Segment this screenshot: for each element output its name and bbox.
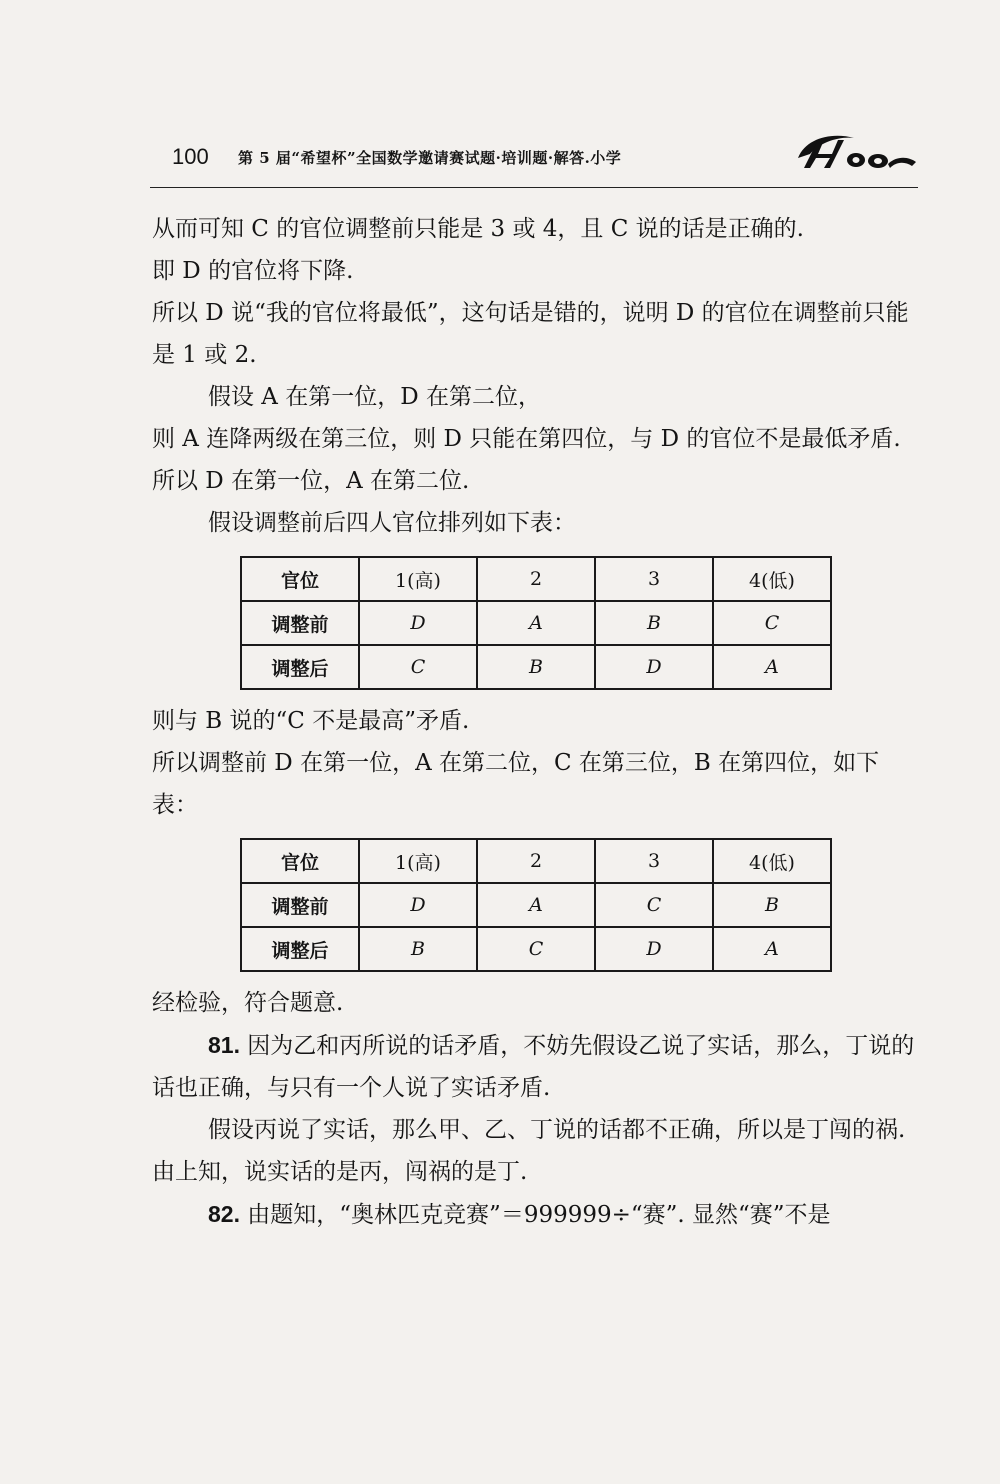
table-cell: C (477, 927, 595, 971)
table-cell: 2 (477, 839, 595, 883)
table-row (241, 883, 831, 927)
table-cell: 1(高) (359, 839, 477, 883)
problem-number: 82. (208, 1201, 240, 1227)
rank-table-1 (240, 556, 832, 690)
page-number: 100 (172, 144, 209, 169)
table-header-row (241, 839, 831, 883)
hope-logo (792, 128, 920, 174)
table-cell: C (359, 645, 477, 689)
paragraph: 假设丙说了实话，那么甲、乙、丁说的话都不正确，所以是丁闯的祸. (208, 1117, 906, 1143)
table-cell: C (595, 883, 713, 927)
problem-81 (152, 1024, 920, 1109)
table-cell: A (477, 601, 595, 645)
table-cell: D (595, 927, 713, 971)
table-cell: B (359, 927, 477, 971)
table-cell: B (713, 883, 831, 927)
paragraph: 则 A 连降两级在第三位，则 D 只能在第四位，与 D 的官位不是最低矛盾. (152, 426, 901, 452)
table-cell: 调整前 (241, 601, 359, 645)
logo-text: Hope (792, 128, 795, 129)
paragraph: 因为乙和丙所说的话矛盾，不妨先假设乙说了实话，那么，丁说的话也正确，与只有一个人说了实话矛盾. (152, 1033, 915, 1101)
table-cell: A (713, 927, 831, 971)
table-cell: D (359, 883, 477, 927)
paragraph: 所以调整前 D 在第一位，A 在第二位，C 在第三位，B 在第四位，如下表： (152, 750, 880, 818)
paragraph: 由题知，“奥林匹克竞赛”＝999999÷“赛”. 显然“赛”不是 (247, 1202, 831, 1228)
paragraph: 所以 D 在第一位，A 在第二位. (152, 468, 470, 494)
paragraph: 假设调整前后四人官位排列如下表： (208, 510, 576, 536)
table-cell: 1(高) (359, 557, 477, 601)
paragraph: 即 D 的官位将下降. (152, 258, 354, 284)
table-cell: 调整前 (241, 883, 359, 927)
table-cell: 3 (595, 839, 713, 883)
page-header (150, 128, 920, 188)
table-cell: B (595, 601, 713, 645)
problem-number: 81. (208, 1032, 240, 1058)
main-content (152, 208, 920, 1236)
table-cell: 3 (595, 557, 713, 601)
paragraph: 所以 D 说“我的官位将最低”，这句话是错的，说明 D 的官位在调整前只能是 1 或 2. (152, 300, 909, 368)
table-cell: 4(低) (713, 839, 831, 883)
table-cell: B (477, 645, 595, 689)
problem-82 (152, 1193, 920, 1236)
table-cell: D (595, 645, 713, 689)
table-cell: 2 (477, 557, 595, 601)
paragraph: 经检验，符合题意. (152, 990, 344, 1016)
table-cell: 官位 (241, 839, 359, 883)
table-row (241, 645, 831, 689)
table-cell: A (477, 883, 595, 927)
table-row (241, 601, 831, 645)
header-rule (150, 187, 918, 188)
table-cell: 4(低) (713, 557, 831, 601)
running-title: 第 5 届“希望杯”全国数学邀请赛试题·培训题·解答.小学 (238, 149, 622, 167)
paragraph: 从而可知 C 的官位调整前只能是 3 或 4，且 C 说的话是正确的. (152, 216, 804, 242)
rank-table-2 (240, 838, 832, 972)
table-cell: C (713, 601, 831, 645)
paragraph: 由上知，说实话的是丙，闯祸的是丁. (152, 1159, 528, 1185)
paragraph: 则与 B 说的“C 不是最高”矛盾. (152, 708, 470, 734)
table-cell: 调整后 (241, 927, 359, 971)
paragraph: 假设 A 在第一位，D 在第二位， (208, 384, 541, 410)
table-cell: D (359, 601, 477, 645)
table-cell: 官位 (241, 557, 359, 601)
table-cell: 调整后 (241, 645, 359, 689)
table-header-row (241, 557, 831, 601)
table-cell: A (713, 645, 831, 689)
table-row (241, 927, 831, 971)
